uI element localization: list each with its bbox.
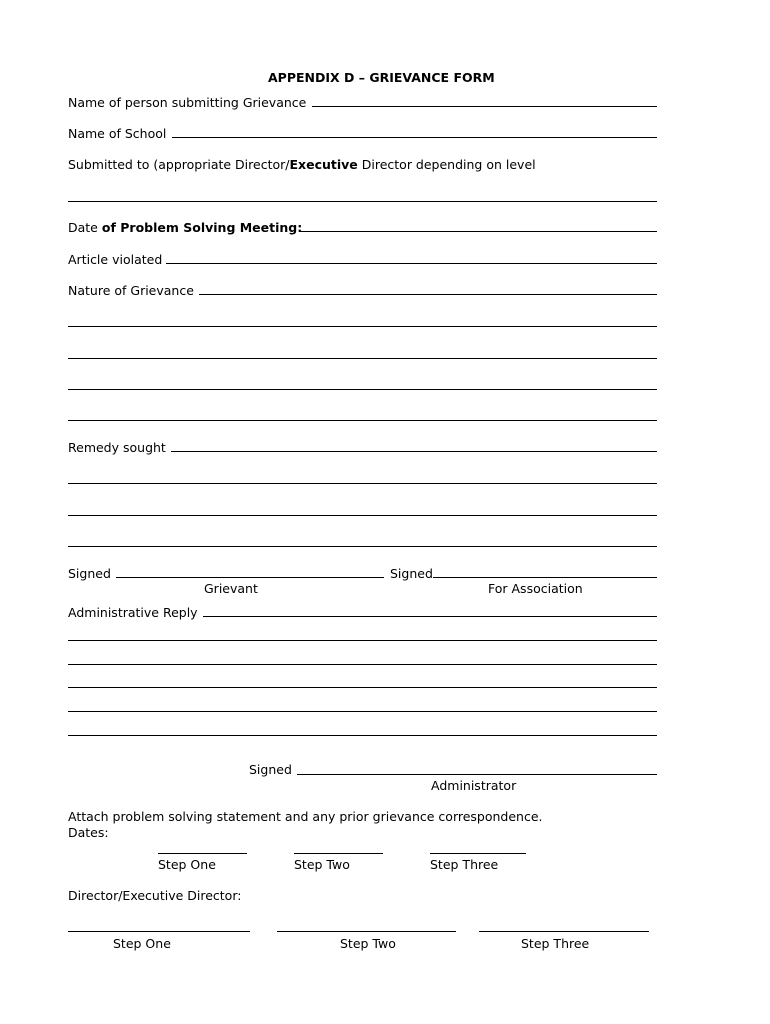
director-label: Director/Executive Director: [68,888,242,903]
remedy-line-4[interactable] [68,546,657,547]
director-step-one-field[interactable] [68,931,250,932]
name-person-label: Name of person submitting Grievance [68,95,307,110]
administrator-caption: Administrator [431,778,517,793]
dates-step-three-caption: Step Three [430,857,499,872]
article-label: Article violated [68,252,163,267]
date-step-three-field[interactable] [430,853,526,854]
grievant-caption: Grievant [204,581,258,596]
nature-line-5[interactable] [68,420,657,421]
submitted-to-label: Submitted to (appropriate Director/Executive Director depending on level [68,157,536,172]
admin-reply-line-2[interactable] [68,640,657,641]
grievant-signature-field[interactable] [116,577,384,578]
article-field[interactable] [166,263,657,264]
admin-reply-line-6[interactable] [68,735,657,736]
director-step-two-caption: Step Two [340,936,396,951]
signed-admin-label: Signed [249,762,292,777]
dates-step-one-caption: Step One [158,857,216,872]
signed-grievant-label: Signed [68,566,111,581]
director-step-three-caption: Step Three [521,936,590,951]
nature-line-4[interactable] [68,389,657,390]
date-step-one-field[interactable] [158,853,247,854]
date-meeting-field[interactable] [300,231,657,232]
nature-line-3[interactable] [68,358,657,359]
admin-reply-label: Administrative Reply [68,605,198,620]
nature-label: Nature of Grievance [68,283,194,298]
name-person-field[interactable] [312,106,657,107]
director-step-one-caption: Step One [113,936,171,951]
remedy-line-2[interactable] [68,483,657,484]
remedy-field[interactable] [171,451,657,452]
admin-reply-line-3[interactable] [68,664,657,665]
nature-field[interactable] [199,294,657,295]
form-title: APPENDIX D – GRIEVANCE FORM [268,70,495,85]
attach-note: Attach problem solving statement and any prior grievance correspondence. [68,809,543,824]
association-caption: For Association [488,581,583,596]
admin-signature-field[interactable] [297,774,657,775]
admin-reply-line-5[interactable] [68,711,657,712]
date-meeting-label: Date of Problem Solving Meeting: [68,220,303,235]
dates-label: Dates: [68,825,109,840]
remedy-line-3[interactable] [68,515,657,516]
nature-line-2[interactable] [68,326,657,327]
name-school-label: Name of School [68,126,167,141]
submitted-to-field[interactable] [68,201,657,202]
admin-reply-line-4[interactable] [68,687,657,688]
signed-association-label: Signed [390,566,433,581]
director-step-two-field[interactable] [277,931,456,932]
name-school-field[interactable] [172,137,657,138]
director-step-three-field[interactable] [479,931,649,932]
remedy-label: Remedy sought [68,440,166,455]
association-signature-field[interactable] [433,577,657,578]
admin-reply-field[interactable] [203,616,657,617]
dates-step-two-caption: Step Two [294,857,350,872]
date-step-two-field[interactable] [294,853,383,854]
